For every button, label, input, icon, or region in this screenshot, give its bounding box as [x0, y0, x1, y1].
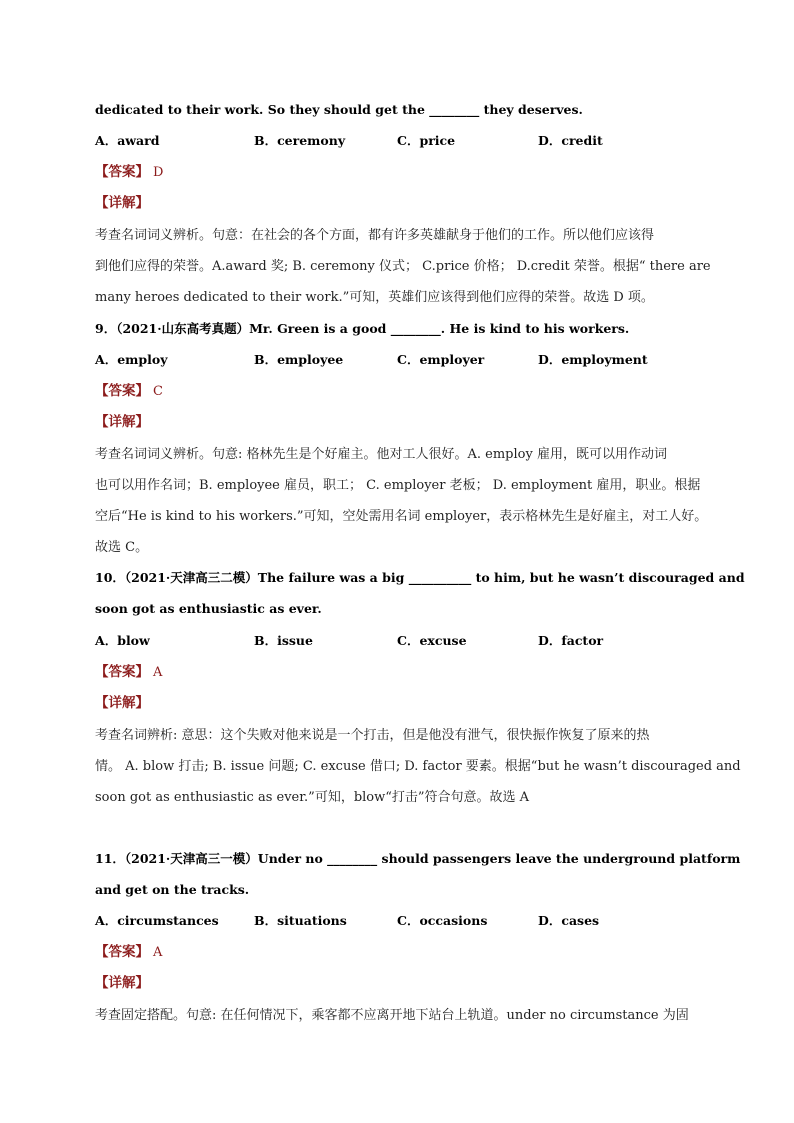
- q11-stem-line-2: and get on the tracks.: [95, 882, 250, 897]
- q9-option-c: C．employer: [397, 352, 485, 367]
- q11-detail-heading: [95, 974, 149, 993]
- q8-explanation: [95, 220, 711, 313]
- q8-stem-tail: dedicated to their work. So they should get the ________ they deserves.: [95, 102, 583, 117]
- q10-stem-line-1: 10．（2021·天津高三二模）The failure was a big __________ to him, but he wasn’t discouraged and: [95, 570, 745, 585]
- q10-option-c: C．excuse: [397, 633, 467, 648]
- q11-answer: [95, 943, 162, 962]
- q10-detail-heading: [95, 694, 149, 713]
- q8-option-b: B．ceremony: [254, 133, 346, 148]
- explanation-line: 考查固定搭配。句意: 在任何情况下，乘客都不应离开地下站台上轨道。under no circumstance 为固: [95, 1008, 689, 1023]
- q9-option-b: B．employee: [254, 352, 344, 367]
- q9-explanation: [95, 439, 708, 563]
- explanation-line: 空后“He is kind to his workers.”可知，空处需用名词 employer，表示格林先生是好雇主，对工人好。: [95, 509, 708, 524]
- q10-stem-line-2: soon got as enthusiastic as ever.: [95, 601, 322, 616]
- q10-option-d: D．factor: [538, 633, 604, 648]
- q11-option-c: C．occasions: [397, 913, 488, 928]
- q10-option-a: A．blow: [95, 633, 150, 648]
- detail-label: 【详解】: [95, 414, 149, 430]
- explanation-line: 情。 A. blow 打击; B. issue 问题; C. excuse 借口; D. factor 要素。根据“but he wasn’t discouraged and: [95, 759, 741, 774]
- q8-answer: [95, 163, 163, 182]
- answer-value: A: [153, 945, 163, 960]
- explanation-line: 也可以用作名词；B. employee 雇员，职工； C. employer 老板； D. employment 雇用，职业。根据: [95, 478, 701, 493]
- q10-answer: [95, 663, 162, 682]
- explanation-line: soon got as enthusiastic as ever.”可知，blow“打击”符合句意。故选 A: [95, 790, 530, 805]
- q9-option-a: A．employ: [95, 352, 168, 367]
- q11-option-b: B．situations: [254, 913, 347, 928]
- q8-option-a: A．award: [95, 133, 160, 148]
- q11-explanation: [95, 1000, 701, 1031]
- answer-label: 【答案】: [95, 383, 149, 399]
- q9-stem: 9．（2021·山东高考真题）Mr. Green is a good ________. He is kind to his workers.: [95, 321, 630, 336]
- explanation-line: 考查名词词义辨析。句意：在社会的各个方面，都有许多英雄献身于他们的工作。所以他们应该得: [95, 228, 655, 243]
- q8-option-d: D．credit: [538, 133, 603, 148]
- explanation-line: many heroes dedicated to their work.”可知，英雄们应该得到他们应得的荣誉。故选 D 项。: [95, 290, 654, 305]
- q9-answer: [95, 382, 163, 401]
- q10-option-b: B．issue: [254, 633, 313, 648]
- explanation-line: 考查名词辨析: 意思：这个失败对他来说是一个打击，但是他没有泄气，很快振作恢复了原来的热: [95, 728, 650, 743]
- q9-detail-heading: [95, 413, 149, 432]
- q8-detail-heading: [95, 194, 149, 213]
- q11-stem-line-1: 11．（2021·天津高三一模）Under no ________ should passengers leave the underground platform: [95, 851, 741, 866]
- q11-option-d: D．cases: [538, 913, 600, 928]
- answer-label: 【答案】: [95, 164, 149, 180]
- answer-value: A: [153, 665, 163, 680]
- answer-value: C: [153, 384, 163, 399]
- explanation-line: 考查名词词义辨析。句意: 格林先生是个好雇主。他对工人很好。A. employ 雇用，既可以用作动词: [95, 447, 667, 462]
- detail-label: 【详解】: [95, 695, 149, 711]
- q11-option-a: A．circumstances: [95, 913, 219, 928]
- answer-value: D: [153, 165, 164, 180]
- detail-label: 【详解】: [95, 195, 149, 211]
- explanation-line: 到他们应得的荣誉。A.award 奖; B. ceremony 仪式； C.price 价格； D.credit 荣誉。根据“ there are: [95, 259, 711, 274]
- q9-option-d: D．employment: [538, 352, 648, 367]
- explanation-line: 故选 C。: [95, 540, 149, 555]
- answer-label: 【答案】: [95, 664, 149, 680]
- q10-explanation: [95, 720, 741, 813]
- detail-label: 【详解】: [95, 975, 149, 991]
- answer-label: 【答案】: [95, 944, 149, 960]
- q8-option-c: C．price: [397, 133, 456, 148]
